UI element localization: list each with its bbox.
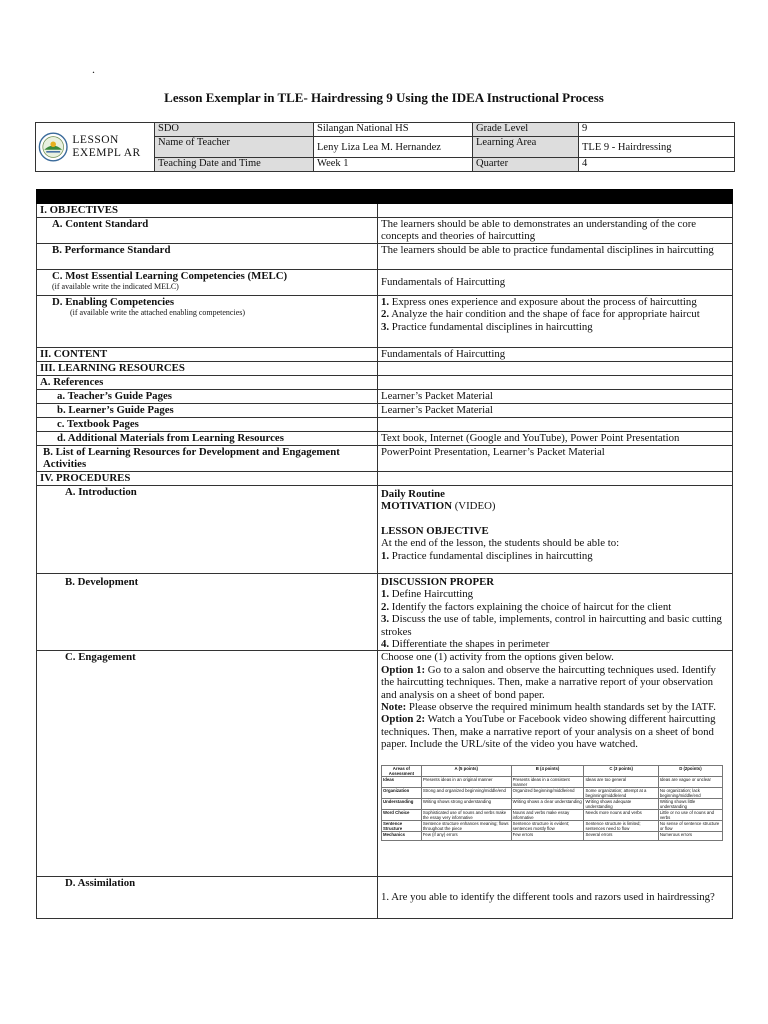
learning-resources-list: PowerPoint Presentation, Learner’s Packet Material <box>378 446 733 472</box>
teaching-date: Week 1 <box>314 158 473 172</box>
engagement-option-1: Option 1: Go to a salon and observe the haircutting techniques used. Identify the haircutting techniques. Then, make a narrative report of your observation and analysis on a sheet of bond paper. <box>381 663 716 701</box>
melc: Fundamentals of Haircutting <box>378 270 733 296</box>
melc-cell <box>37 270 378 296</box>
references-heading: A. References <box>37 376 378 390</box>
rubric-header: Areas of Assessment <box>382 765 422 776</box>
lesson-objective-heading: LESSON OBJECTIVE <box>381 524 489 537</box>
discussion-proper: DISCUSSION PROPER <box>381 576 495 588</box>
objectives-heading: I. OBJECTIVES <box>37 204 378 218</box>
development-label: B. Development <box>37 574 378 651</box>
melc-label: C. Most Essential Learning Competencies (MELC) <box>52 270 288 282</box>
introduction <box>378 486 733 574</box>
logo-cell <box>36 123 155 172</box>
teacher-label: Name of Teacher <box>155 137 314 158</box>
enabling-cell <box>37 296 378 348</box>
motivation: MOTIVATION (VIDEO) <box>381 500 496 513</box>
rubric-header: A (5 points) <box>421 765 511 776</box>
enabling-item-2: 2. Analyze the hair condition and the shape of face for appropriate haircut <box>381 308 700 321</box>
stray-mark: . <box>92 62 95 76</box>
engagement-intro: Choose one (1) activity from the options given below. <box>381 651 614 664</box>
performance-standard-label: B. Performance Standard <box>37 244 378 270</box>
lesson-exemplar-label: LESSON EXEMPL AR <box>72 134 141 159</box>
procedures-blank <box>378 472 733 486</box>
resources-blank <box>378 362 733 376</box>
references-blank <box>378 376 733 390</box>
engagement <box>378 651 733 877</box>
rubric-header: B (4 points) <box>511 765 584 776</box>
quarter-label: Quarter <box>473 158 579 172</box>
header-bar-left <box>37 190 378 204</box>
grade-level: 9 <box>579 123 735 137</box>
rubric-header: C (3 points) <box>584 765 658 776</box>
enabling-note: (if available write the attached enabling competencies) <box>70 308 246 318</box>
enabling-item-3: 3. Practice fundamental disciplines in haircutting <box>381 320 593 333</box>
content: Fundamentals of Haircutting <box>378 348 733 362</box>
teacher-name: Leny Liza Lea M. Hernandez <box>314 137 473 158</box>
content-heading: II. CONTENT <box>37 348 378 362</box>
learners-guide: Learner’s Packet Material <box>378 404 733 418</box>
objectives-blank <box>378 204 733 218</box>
assimilation: 1. Are you able to identify the different tools and razors used in hairdressing? <box>378 877 733 919</box>
rubric-row: Word Choice Sophisticated use of nouns and verbs make the essay very informative Nouns and verbs make essay informative Needs more nouns and verbs Little or no use of nouns and verbs <box>382 809 723 820</box>
procedures-heading: IV. PROCEDURES <box>37 472 378 486</box>
learning-resources-list-label: B. List of Learning Resources for Development and Engagement Activities <box>37 446 378 472</box>
development-item-3: 3. Discuss the use of table, implements, control in haircutting and basic cutting strokes <box>381 613 722 638</box>
additional-materials-label: d. Additional Materials from Learning Resources <box>37 432 378 446</box>
rubric-row: Mechanics Few (if any) errors Few errors Several errors Numerous errors <box>382 831 723 840</box>
development <box>378 574 733 651</box>
lesson-objective-item: 1. Practice fundamental disciplines in haircutting <box>381 549 593 562</box>
textbook-label: c. Textbook Pages <box>37 418 378 432</box>
engagement-label: C. Engagement <box>37 651 378 877</box>
rubric-header: D (2points) <box>658 765 722 776</box>
melc-note: (if available write the indicated MELC) <box>52 282 179 292</box>
learning-area: TLE 9 - Hairdressing <box>579 137 735 158</box>
sdo-label: SDO <box>155 123 314 137</box>
enabling-competencies <box>378 296 733 348</box>
rubric-row: Ideas Presents ideas in an original manner Presents ideas in a consistent manner Ideas are too general Ideas are vague or unclear <box>382 776 723 787</box>
engagement-option-2: Option 2: Watch a YouTube or Facebook video showing different haircutting techniques. Then, make a narrative report of your analysis on a sheet of bond paper. Include the URL/site of the video you have watched. <box>381 713 716 751</box>
document-title: Lesson Exemplar in TLE- Hairdressing 9 Using the IDEA Instructional Process <box>164 90 604 105</box>
introduction-label: A. Introduction <box>37 486 378 574</box>
daily-routine: Daily Routine <box>381 488 445 500</box>
rubric-table <box>381 765 723 841</box>
development-item-4: 4. Differentiate the shapes in perimeter <box>381 638 550 651</box>
resources-heading: III. LEARNING RESOURCES <box>37 362 378 376</box>
additional-materials: Text book, Internet (Google and YouTube), Power Point Presentation <box>378 432 733 446</box>
header-bar-right <box>378 190 733 204</box>
content-standard: The learners should be able to demonstrates an understanding of the core concepts and theories of haircutting <box>378 218 733 244</box>
teachers-guide-label: a. Teacher’s Guide Pages <box>37 390 378 404</box>
learning-area-label: Learning Area <box>473 137 579 158</box>
school-name: Silangan National HS <box>314 123 473 137</box>
lesson-objective-text: At the end of the lesson, the students should be able to: <box>381 537 620 550</box>
engagement-note: Note: Please observe the required minimum health standards set by the IATF. <box>381 701 716 714</box>
enabling-label: D. Enabling Competencies <box>52 296 175 308</box>
learners-guide-label: b. Learner’s Guide Pages <box>37 404 378 418</box>
rubric-row: Organization Strong and organized beginning/middle/end Organized beginning/middle/end Some organization; attempt at a beginning/middle/end No organization; lack beginning/middle/end <box>382 787 723 798</box>
teachers-guide: Learner’s Packet Material <box>378 390 733 404</box>
quarter: 4 <box>579 158 735 172</box>
textbook <box>378 418 733 432</box>
teaching-date-label: Teaching Date and Time <box>155 158 314 172</box>
rubric-row: Understanding Writing shows strong understanding Writing shows a clear understanding Writing shows adequate understanding Writing shows little understanding <box>382 798 723 809</box>
performance-standard: The learners should be able to practice fundamental disciplines in haircutting <box>378 244 733 270</box>
rubric-row: Sentence Structure Sentence structure enhances meaning; flows throughout the piece Sentence structure is evident; sentences mostly flow Sentence structure is limited; sentences need to flow No sense of sentence structure or flow <box>382 820 723 831</box>
grade-level-label: Grade Level <box>473 123 579 137</box>
enabling-item-1: 1. Express ones experience and exposure about the process of haircutting <box>381 296 697 308</box>
assimilation-label: D. Assimilation <box>37 877 378 919</box>
deped-seal-icon <box>38 125 68 169</box>
lesson-plan-table <box>36 189 733 919</box>
development-item-1: 1. Define Haircutting <box>381 588 474 601</box>
header-table <box>35 122 735 172</box>
content-standard-label: A. Content Standard <box>37 218 378 244</box>
development-item-2: 2. Identify the factors explaining the choice of haircut for the client <box>381 600 672 613</box>
